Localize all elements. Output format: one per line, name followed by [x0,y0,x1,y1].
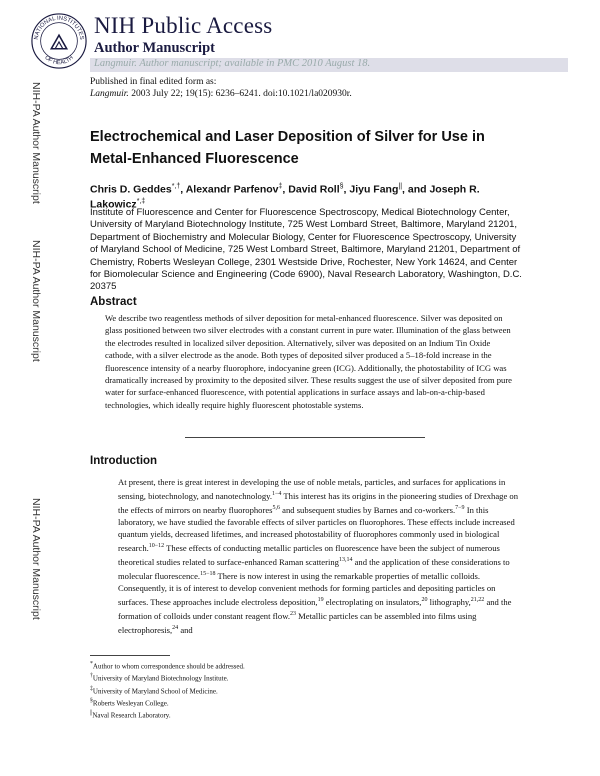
introduction-text-run: Metallic particles can be assembled into films using electrophoresis, [118,610,477,635]
introduction-text-run: This interest has its origins in the pioneering studies of Drexhage on the effects of mirrors on nearby fluorophores [118,490,519,515]
introduction-text-run: and subsequent studies by Barnes and co-workers. [279,504,456,515]
author-name: Chris D. Geddes [90,183,172,196]
author-name: Jiyu Fang [349,183,399,196]
author-separator: , [343,183,350,196]
footnote [90,684,390,696]
footnote-symbol: * [90,661,93,667]
footnote [90,696,390,708]
introduction-text-run: and [178,624,193,635]
footnote [90,671,390,683]
footnote [90,708,390,720]
footnotes [90,659,390,721]
footnote [90,659,390,671]
footnote-text: Naval Research Laboratory. [92,711,171,720]
citation-reference: 21,22 [470,597,485,604]
citation [90,89,352,99]
side-label-top: NIH-PA Author Manuscript [30,82,42,204]
citation-reference: 15−18 [200,571,216,578]
introduction-text-run: At present, there is great interest in developing the use of noble metals, particles, and surfaces for applications in sensing, biotechnology, and nanotechnology. [118,477,506,501]
footnote-symbol: † [90,673,93,680]
header-subtitle: Author Manuscript [94,40,215,56]
side-label-bottom: NIH-PA Author Manuscript [30,498,42,620]
citation-journal: Langmuir. [90,89,129,99]
abstract-text: We describe two reagentless methods of silver deposition for metal-enhanced fluorescence. Silver was deposited on glass positioned between two silver electrodes with a constant current in pure water. Illumination of the glass between the electrodes resulted in localized silver deposition. Alternatively, silver was deposited on an Indium Tin Oxide cathode, with a silver electrode as the anode. Both types of deposited silver produced a 5–18-fold increase in the fluorescence intensity of a nearby fluorophore, indocyanine green (ICG). Additionally, the photostability of ICG was dramatically increased by proximity to the deposited silver. These results suggest the use of silver deposited from pure water for surface-enhanced fluorescence, with potential applications in surface assays and lab-on-a-chip-based technologies, which ideally require highly fluorescent photostable systems. [105,313,512,410]
footnote-divider [90,655,170,656]
footnote-text: University of Maryland School of Medicine. [92,686,218,695]
introduction-text-run: and the formation of colloids under constant reagent flow. [118,597,512,621]
citation-reference: 20 [421,597,428,604]
citation-reference: 13,14 [338,557,353,564]
abstract-heading: Abstract [90,296,137,308]
footnote-text: Roberts Wesleyan College. [92,699,169,708]
header-availability-note [94,58,370,69]
citation-reference: 7−9 [455,505,465,512]
introduction-text-run: These effects of conducting metallic particles on fluorescence have been the subject of numerous theoretical studies related to surface-enhanced Raman scattering [118,543,500,567]
introduction-text [118,476,523,636]
header-note-rest: Author manuscript; available in PMC 2010 August 18. [136,58,371,69]
citation-details: 2003 July 22; 19(15): 6236–6241. doi:10.1021/la020930r. [128,89,352,99]
author-affiliation-mark: *,‡ [136,197,146,205]
citation-reference: 19 [317,597,324,604]
author-separator: , and [402,183,430,196]
author-affiliation-mark: ‡ [278,183,283,190]
author-name: Alexandr Parfenov [185,183,279,196]
published-label: Published in final edited form as: [90,77,217,87]
author-affiliation-mark: § [339,183,344,190]
author-separator: , [180,183,186,196]
citation-reference: 5,6 [272,505,280,512]
citation-reference: 24 [172,625,179,632]
author-list [90,181,530,210]
footnote-symbol: § [90,697,93,704]
author-affiliation-mark: *,† [171,183,181,190]
introduction-text-run: lithography, [427,597,471,607]
citation-reference: 10−12 [148,543,165,550]
introduction-heading: Introduction [90,455,158,467]
introduction-text-run: There is now interest in using the remarkable properties of metallic colloids. Consequently, it is of interest to develop convenient methods for forming particles and depositing particles on surfaces. These approaches include electroless deposition, [118,570,496,607]
seal-text-bottom: OF HEALTH [43,54,75,67]
introduction-text-run: and the application of these considerations to molecular fluorescence. [118,557,510,581]
footnote-symbol: || [90,710,93,717]
introduction-text-run: In this laboratory, we have studied the favorable effects of silver particles on fluorophores. These effects include increased quantum yields, decreased lifetimes, and increased photostability of fluorophores commonly used in biological research. [118,504,515,554]
abstract-divider [185,437,425,438]
author-affiliation-mark: || [398,183,403,190]
footnote-text: Author to whom correspondence should be addressed. [92,662,245,671]
footnote-text: University of Maryland Biotechnology Institute. [92,674,229,683]
footnote-symbol: ‡ [90,685,93,692]
affiliations: Institute of Fluorescence and Center for Fluorescence Spectroscopy, Medical Biotechnology Center, University of Maryland Biotechnology Institute, 725 West Lombard Street, Baltimore, Maryland 21201, Department of Biochemistry and Molecular Biology, Center for Fluorescence Spectroscopy, University of Maryland School of Medicine, 725 West Lombard Street, Baltimore, Maryland 21201, Department of Chemistry, Roberts Wesleyan College, 2301 Westside Drive, Rochester, New York 14624, and Center for Biomolecular Science and Engineering (Code 6900), Naval Research Laboratory, Washington, D.C. 20375 [90,207,522,293]
header-note-journal: Langmuir. [94,58,137,69]
citation-reference: 1−4 [272,491,282,498]
side-label-middle: NIH-PA Author Manuscript [30,240,42,362]
nih-seal-icon [30,12,88,70]
article-title: Electrochemical and Laser Deposition of Silver for Use in Metal-Enhanced Fluorescence [90,129,485,167]
author-separator: , [282,183,289,196]
author-name: David Roll [288,183,340,196]
introduction-text-run: electroplating on insulators, [323,597,422,607]
author-name: Joseph R. Lakowicz [90,183,480,210]
seal-text-top: NATIONAL INSTITUTES [33,15,85,41]
citation-reference: 23 [289,611,296,618]
header-title: NIH Public Access [94,13,273,38]
